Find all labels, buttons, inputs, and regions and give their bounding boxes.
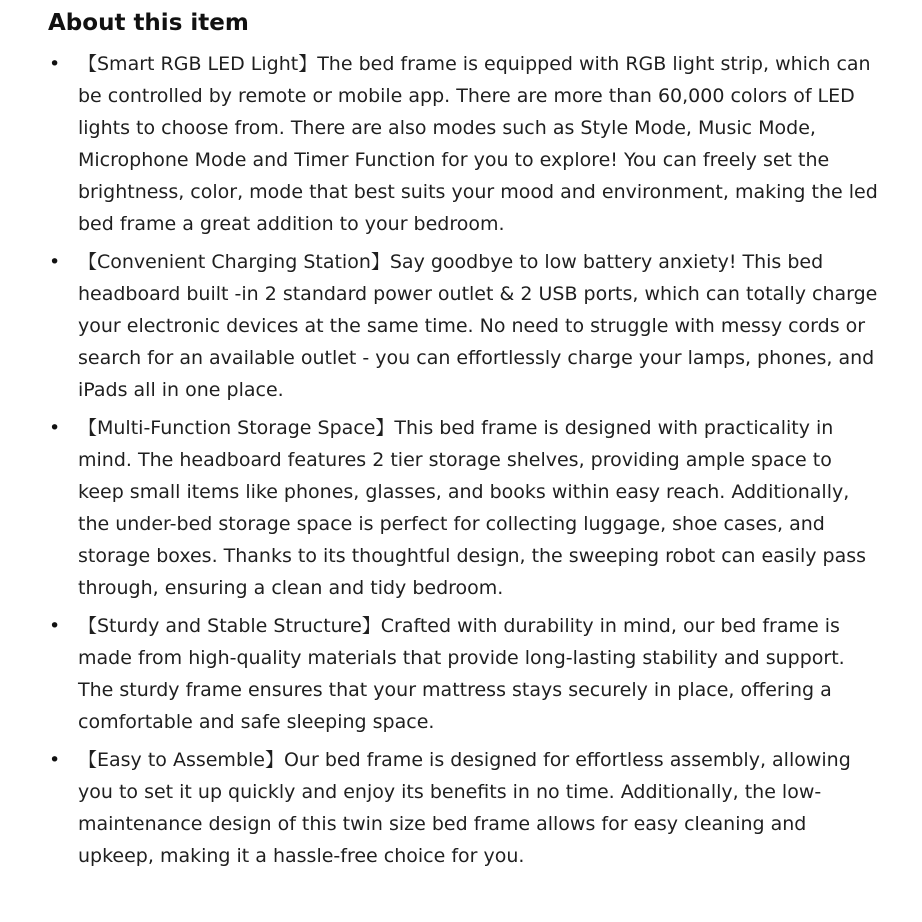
list-item [48,246,882,406]
bullet-text: 【Easy to Assemble】Our bed frame is designed for effortless assembly, allowing you to set it up quickly and enjoy its benefits in no time. Additionally, the low-maintenance design of this twin size bed frame allows for easy cleaning and upkeep, making it a hassle-free choice for you. [78,749,851,867]
bullet-dot-icon: • [49,53,61,75]
feature-bullet-list [48,48,882,872]
bullet-dot-icon: • [49,251,61,273]
list-item [48,744,882,872]
list-item [48,412,882,604]
list-item [48,610,882,738]
bullet-text: 【Smart RGB LED Light】The bed frame is equipped with RGB light strip, which can be controlled by remote or mobile app. There are more than 60,000 colors of LED lights to choose from. There are also modes such as Style Mode, Music Mode, Microphone Mode and Timer Function for you to explore! You can freely set the brightness, color, mode that best suits your mood and environment, making the led bed frame a great addition to your bedroom. [78,53,878,235]
list-item [48,48,882,240]
bullet-text: 【Multi-Function Storage Space】This bed frame is designed with practicality in mind. The headboard features 2 tier storage shelves, providing ample space to keep small items like phones, glasses, and books within easy reach. Additionally, the under-bed storage space is perfect for collecting luggage, shoe cases, and storage boxes. Thanks to its thoughtful design, the sweeping robot can easily pass through, ensuring a clean and tidy bedroom. [78,417,867,599]
bullet-dot-icon: • [49,615,61,637]
section-title: About this item [48,10,249,36]
bullet-dot-icon: • [49,417,61,439]
bullet-text: 【Convenient Charging Station】Say goodbye to low battery anxiety! This bed headboard built -in 2 standard power outlet & 2 USB ports, which can totally charge your electronic devices at the same time. No need to struggle with messy cords or search for an available outlet - you can effortlessly charge your lamps, phones, and iPads all in one place. [78,251,878,401]
bullet-text: 【Sturdy and Stable Structure】Crafted with durability in mind, our bed frame is made from high-quality materials that provide long-lasting stability and support. The sturdy frame ensures that your mattress stays securely in place, offering a comfortable and safe sleeping space. [78,615,845,733]
bullet-dot-icon: • [49,749,61,771]
